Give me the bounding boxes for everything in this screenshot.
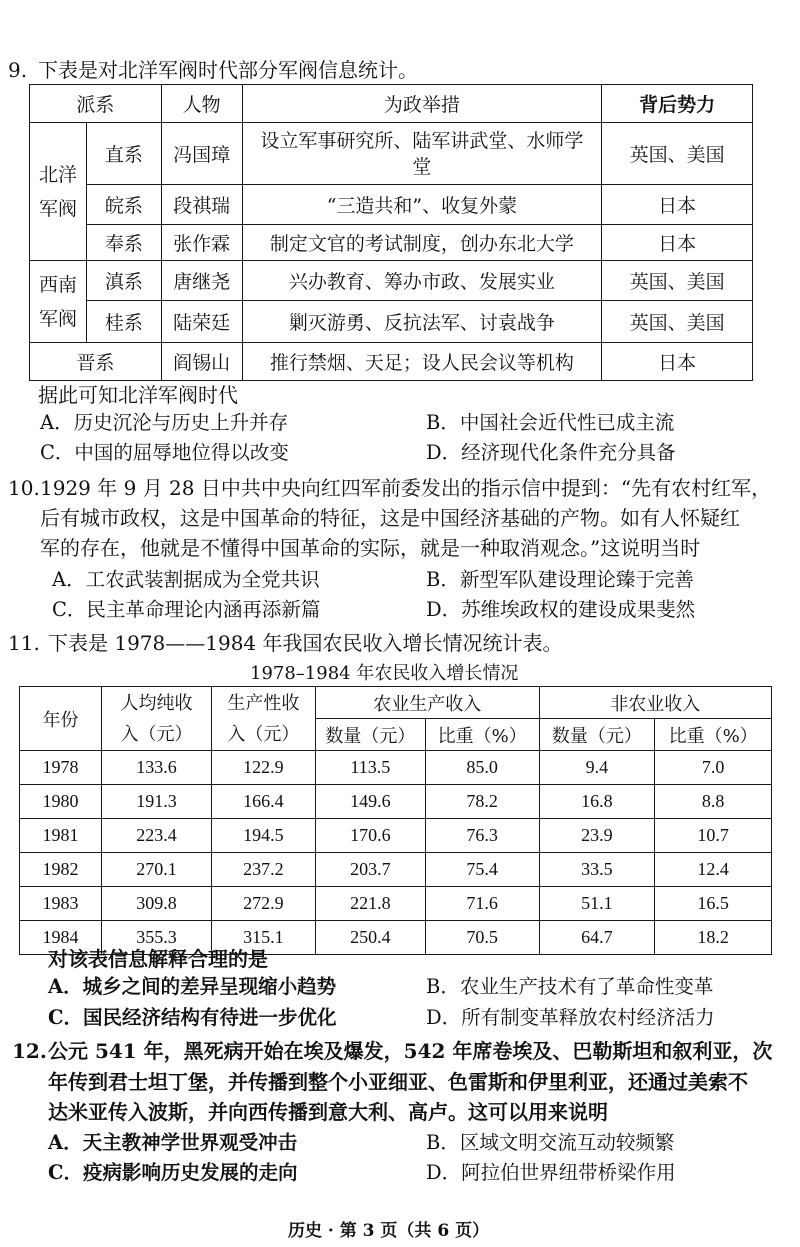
q11-header-year: 年份	[20, 687, 102, 751]
table-cell: 113.5	[315, 751, 425, 785]
q9-measures: 剿灭游勇、反抗法军、讨袁战争	[242, 301, 602, 343]
q9-faction: 皖系	[86, 185, 161, 225]
q9-number: 9.	[8, 58, 28, 82]
q11-header-agri-amount: 数量（元）	[315, 719, 425, 751]
q9-measures: 兴办教育、筹办市政、发展实业	[242, 261, 602, 301]
q9-power: 日本	[602, 185, 753, 225]
table-cell: 237.2	[211, 853, 315, 887]
q11-question: 对该表信息解释合理的是	[48, 947, 268, 971]
q9-group-beiyang: 北洋军阀	[30, 123, 87, 261]
table-cell: 16.5	[655, 887, 772, 921]
q11-option-b: B．农业生产技术有了革命性变革	[426, 975, 714, 998]
table-cell: 7.0	[655, 751, 772, 785]
table-cell: 16.8	[539, 785, 655, 819]
table-row	[20, 751, 772, 785]
q9-person: 冯国璋	[161, 123, 242, 185]
table-cell: 166.4	[211, 785, 315, 819]
table-row	[20, 819, 772, 853]
table-cell: 194.5	[211, 819, 315, 853]
q12-number: 12.	[12, 1039, 47, 1063]
q11-header-agri: 农业生产收入	[315, 687, 539, 719]
q10-line-2: 后有城市政权，这是中国革命的特征，这是中国经济基础的产物。如有人怀疑红	[40, 506, 740, 530]
table-cell: 191.3	[102, 785, 212, 819]
table-cell: 23.9	[539, 819, 655, 853]
table-cell: 64.7	[539, 921, 655, 955]
table-cell: 203.7	[315, 853, 425, 887]
q11-option-d: D．所有制变革释放农村经济活力	[426, 1006, 715, 1029]
q9-faction: 滇系	[86, 261, 161, 301]
table-cell: 315.1	[211, 921, 315, 955]
q10-number: 10.	[8, 476, 40, 500]
q11-header-productive: 生产性收 入（元）	[211, 687, 315, 751]
q11-table-caption: 1978–1984 年农民收入增长情况	[250, 663, 519, 684]
q9-power: 英国、美国	[602, 301, 753, 343]
q10-option-c: C．民主革命理论内涵再添新篇	[52, 598, 321, 621]
q9-power: 英国、美国	[602, 123, 753, 185]
q10-line-3: 军的存在，他就是不懂得中国革命的实际，就是一种取消观念。”这说明当时	[40, 536, 701, 560]
table-cell: 78.2	[425, 785, 539, 819]
table-cell: 12.4	[655, 853, 772, 887]
table-cell: 270.1	[102, 853, 212, 887]
table-cell: 223.4	[102, 819, 212, 853]
q9-person: 阎锡山	[161, 343, 242, 381]
q11-header-per-capita: 人均纯收 入（元）	[102, 687, 212, 751]
page-footer: 历史 · 第 3 页（共 6 页）	[288, 1221, 490, 1241]
q9-header-measures: 为政举措	[242, 85, 602, 123]
q9-faction: 直系	[86, 123, 161, 185]
q9-table	[29, 84, 753, 381]
q11-number: 11.	[8, 631, 40, 655]
q12-line-1: 公元 541 年，黑死病开始在埃及爆发，542 年席卷埃及、巴勒斯坦和叙利亚，次	[48, 1039, 773, 1063]
q9-option-c: C．中国的屈辱地位得以改变	[40, 441, 289, 464]
q10-line-1: 1929 年 9 月 28 日中共中央向红四军前委发出的指示信中提到：“先有农村红军，	[40, 476, 772, 500]
table-cell: 51.1	[539, 887, 655, 921]
q11-header-agri-ratio: 比重（%）	[425, 719, 539, 751]
q11-table	[19, 686, 772, 955]
q11-option-c: C．国民经济结构有待进一步优化	[48, 1006, 337, 1029]
q9-faction: 晋系	[30, 343, 162, 381]
table-cell: 122.9	[211, 751, 315, 785]
q9-option-a: A．历史沉沦与历史上升并存	[40, 411, 289, 434]
q9-header-power: 背后势力	[602, 85, 753, 123]
table-row	[20, 853, 772, 887]
q9-person: 陆荣廷	[161, 301, 242, 343]
table-cell: 133.6	[102, 751, 212, 785]
table-cell: 70.5	[425, 921, 539, 955]
q9-faction: 奉系	[86, 225, 161, 261]
q9-measures: 设立军事研究所、陆军讲武堂、水师学 堂	[242, 123, 602, 185]
q9-measures: “三造共和”、收复外蒙	[242, 185, 602, 225]
q12-option-a: A．天主教神学世界观受冲击	[48, 1131, 298, 1154]
table-cell: 250.4	[315, 921, 425, 955]
q11-stem: 下表是 1978——1984 年我国农民收入增长情况统计表。	[48, 631, 563, 655]
q12-line-2: 年传到君士坦丁堡，并传播到整个小亚细亚、色雷斯和伊里利亚，还通过美索不	[48, 1070, 748, 1094]
table-cell: 9.4	[539, 751, 655, 785]
table-cell: 170.6	[315, 819, 425, 853]
table-cell: 1984	[20, 921, 102, 955]
q9-power: 英国、美国	[602, 261, 753, 301]
table-cell: 1978	[20, 751, 102, 785]
q9-power: 日本	[602, 343, 753, 381]
q9-measures: 制定文官的考试制度，创办东北大学	[242, 225, 602, 261]
table-cell: 309.8	[102, 887, 212, 921]
q12-line-3: 达米亚传入波斯，并向西传播到意大利、高卢。这可以用来说明	[48, 1100, 608, 1124]
table-cell: 1981	[20, 819, 102, 853]
q9-question: 据此可知北洋军阀时代	[38, 383, 238, 407]
q12-option-c: C．疫病影响历史发展的走向	[48, 1161, 298, 1184]
q11-header-nonagri: 非农业收入	[539, 687, 771, 719]
q9-person: 唐继尧	[161, 261, 242, 301]
table-cell: 221.8	[315, 887, 425, 921]
q9-header-person: 人物	[161, 85, 242, 123]
q11-option-a: A．城乡之间的差异呈现缩小趋势	[48, 975, 337, 998]
table-cell: 76.3	[425, 819, 539, 853]
table-cell: 85.0	[425, 751, 539, 785]
q9-stem: 下表是对北洋军阀时代部分军阀信息统计。	[38, 58, 418, 82]
q9-person: 张作霖	[161, 225, 242, 261]
q12-option-b: B．区域文明交流互动较频繁	[426, 1131, 675, 1154]
q12-option-d: D．阿拉伯世界纽带桥梁作用	[426, 1161, 676, 1184]
table-cell: 8.8	[655, 785, 772, 819]
q9-option-d: D．经济现代化条件充分具备	[426, 441, 676, 464]
q11-header-nonagri-ratio: 比重（%）	[655, 719, 772, 751]
table-cell: 149.6	[315, 785, 425, 819]
table-row	[20, 785, 772, 819]
q10-option-a: A．工农武装割据成为全党共识	[52, 568, 320, 591]
table-cell: 71.6	[425, 887, 539, 921]
table-cell: 272.9	[211, 887, 315, 921]
table-cell: 355.3	[102, 921, 212, 955]
table-cell: 75.4	[425, 853, 539, 887]
q10-option-d: D．苏维埃政权的建设成果斐然	[426, 598, 696, 621]
table-cell: 1982	[20, 853, 102, 887]
q9-faction: 桂系	[86, 301, 161, 343]
table-cell: 10.7	[655, 819, 772, 853]
q9-person: 段祺瑞	[161, 185, 242, 225]
table-cell: 1980	[20, 785, 102, 819]
q9-option-b: B．中国社会近代性已成主流	[426, 411, 675, 434]
q9-group-southwest: 西南军阀	[30, 261, 87, 343]
table-row	[20, 887, 772, 921]
table-cell: 18.2	[655, 921, 772, 955]
table-cell: 33.5	[539, 853, 655, 887]
q9-power: 日本	[602, 225, 753, 261]
q9-measures: 推行禁烟、天足；设人民会议等机构	[242, 343, 602, 381]
q11-header-nonagri-amount: 数量（元）	[539, 719, 655, 751]
table-cell: 1983	[20, 887, 102, 921]
q10-option-b: B．新型军队建设理论臻于完善	[426, 568, 694, 591]
q9-header-faction: 派系	[30, 85, 162, 123]
